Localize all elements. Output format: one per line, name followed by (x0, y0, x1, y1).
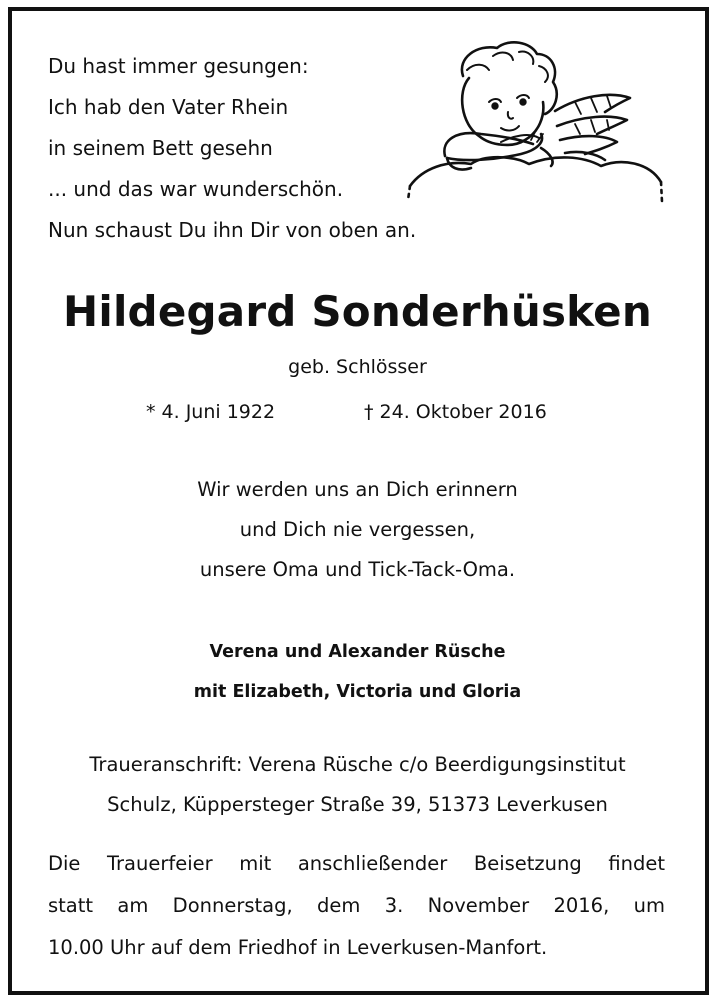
poem-line: Nun schaust Du ihn Dir von oben an. (48, 218, 417, 242)
memorial-line: unsere Oma und Tick-Tack-Oma. (199, 558, 516, 581)
death-date: † 24. Oktober 2016 (364, 401, 547, 423)
mourners-line: Verena und Alexander Rüsche (209, 642, 506, 662)
maiden-name: geb. Schlösser (288, 356, 427, 378)
service-line: Die Trauerfeier mit anschließender Beisetzung findet (48, 852, 665, 875)
poem-line: ... und das war wunderschön. (48, 177, 344, 201)
cherub-on-cloud-icon (405, 36, 667, 216)
mourners-line: mit Elizabeth, Victoria und Gloria (193, 682, 522, 702)
poem (48, 46, 416, 251)
poem-line: Ich hab den Vater Rhein (48, 95, 289, 119)
poem-line: Du hast immer gesungen: (48, 54, 309, 78)
birth-date: * 4. Juni 1922 (146, 401, 276, 423)
mourners (0, 632, 715, 712)
service-line: statt am Donnerstag, dem 3. November 2016, um (48, 894, 665, 917)
deceased-name: Hildegard Sonderhüsken (63, 287, 652, 336)
funeral-service-info (48, 843, 665, 969)
poem-line: in seinem Bett gesehn (48, 136, 273, 160)
mourning-address (0, 745, 715, 825)
address-line: Traueranschrift: Verena Rüsche c/o Beerdigungsinstitut (89, 753, 626, 776)
memorial-line: und Dich nie vergessen, (239, 518, 476, 541)
memorial-text (0, 470, 715, 590)
service-line: 10.00 Uhr auf dem Friedhof in Leverkusen-Manfort. (48, 936, 548, 959)
memorial-line: Wir werden uns an Dich erinnern (197, 478, 518, 501)
address-line: Schulz, Küppersteger Straße 39, 51373 Leverkusen (107, 793, 608, 816)
